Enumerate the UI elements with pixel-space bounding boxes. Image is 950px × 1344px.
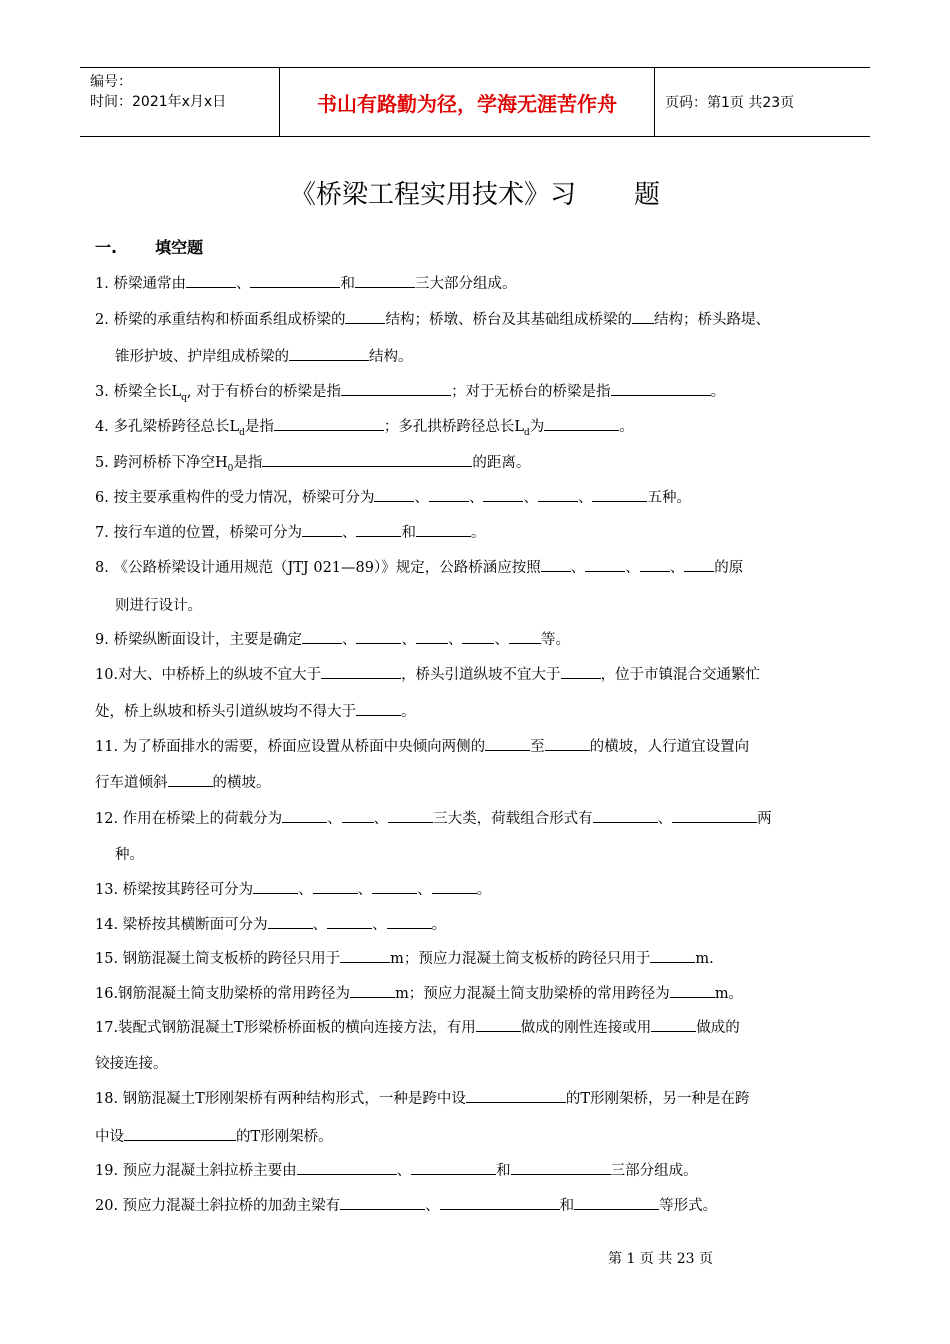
question-10: 10.对大、中桥桥上的纵坡不宜大于 ，桥头引道纵坡不宜大于 ，位于市镇混合交通繁忙 <box>95 663 760 684</box>
question-19: 19. 预应力混凝土斜拉桥主要由 、 和 三部分组成。 <box>95 1159 698 1180</box>
header-table <box>80 67 870 137</box>
question-4: 4. 多孔梁桥跨径总长$L_d$是指 ；多孔拱桥跨径总长$L_d$为 。 <box>95 415 634 438</box>
question-17: 17.装配式钢筋混凝土T形梁桥桥面板的横向连接方法，有用 做成的刚性连接或用 做成的 <box>95 1016 740 1037</box>
page-title: 《桥梁工程实用技术》习 题 <box>289 180 661 210</box>
question-7: 7. 按行车道的位置，桥梁可分为 、 和 。 <box>95 521 485 542</box>
question-20: 20. 预应力混凝土斜拉桥的加劲主梁有 、 和 等形式。 <box>95 1194 717 1215</box>
header-left-cell <box>80 68 280 136</box>
section-heading: 一. 填空题 <box>95 238 204 257</box>
question-2: 2. 桥梁的承重结构和桥面系组成桥梁的 结构；桥墩、桥台及其基础组成桥梁的 结构；桥头路堤、 <box>95 308 770 329</box>
question-17-cont: 铰接连接。 <box>95 1056 168 1072</box>
question-9: 9. 桥梁纵断面设计，主要是确定 、 、 、 、 等。 <box>95 628 570 649</box>
question-6: 6. 按主要承重构件的受力情况，桥梁可分为 、 、 、 、 五种。 <box>95 486 691 507</box>
header-motto: 书山有路勤为径，学海无涯苦作舟 <box>280 68 655 136</box>
question-8-cont: 则进行设计。 <box>115 598 202 614</box>
question-12: 12. 作用在桥梁上的荷载分为 、 、 三大类，荷载组合形式有 、 两 <box>95 807 772 828</box>
question-8: 8. 《公路桥梁设计通用规范（JTJ 021—89）》规定，公路桥涵应按照 、 、 、 的原 <box>95 556 743 577</box>
page-footer: 第 1 页 共 23 页 <box>608 1251 713 1267</box>
document-id-label: 编号： <box>90 74 132 90</box>
question-5: 5. 跨河桥桥下净空$H_0$是指 的距离。 <box>95 451 530 474</box>
question-15: 15. 钢筋混凝土简支板桥的跨径只用于 m；预应力混凝土简支板桥的跨径只用于 m. <box>95 947 714 968</box>
question-2-cont: 锥形护坡、护岸组成桥梁的 结构。 <box>115 345 413 366</box>
question-1: 1. 桥梁通常由 、 和 三大部分组成。 <box>95 272 516 293</box>
question-13: 13. 桥梁按其跨径可分为 、 、 、 。 <box>95 878 491 899</box>
header-page-info: 页码：第1页 共23页 <box>665 95 795 111</box>
question-12-cont: 种。 <box>115 847 144 863</box>
question-18: 18. 钢筋混凝土T形刚架桥有两种结构形式，一种是跨中设 的T形刚架桥，另一种是在跨 <box>95 1087 750 1108</box>
document-date: 时间：2021年x月x日 <box>90 94 227 110</box>
question-18-cont: 中设 的T形刚架桥。 <box>95 1125 333 1146</box>
question-11-cont: 行车道倾斜 的横坡。 <box>95 771 271 792</box>
question-11: 11. 为了桥面排水的需要，桥面应设置从桥面中央倾向两侧的 至 的横坡，人行道宜设置向 <box>95 735 749 756</box>
question-3: 3. 桥梁全长$L_q$, 对于有桥台的桥梁是指 ；对于无桥台的桥梁是指 。 <box>95 380 725 403</box>
question-16: 16.钢筋混凝土简支肋梁桥的常用跨径为 m；预应力混凝土简支肋梁桥的常用跨径为 m。 <box>95 982 743 1003</box>
question-14: 14. 梁桥按其横断面可分为 、 、 。 <box>95 913 446 934</box>
question-10-cont: 处，桥上纵坡和桥头引道纵坡均不得大于 。 <box>95 700 416 721</box>
